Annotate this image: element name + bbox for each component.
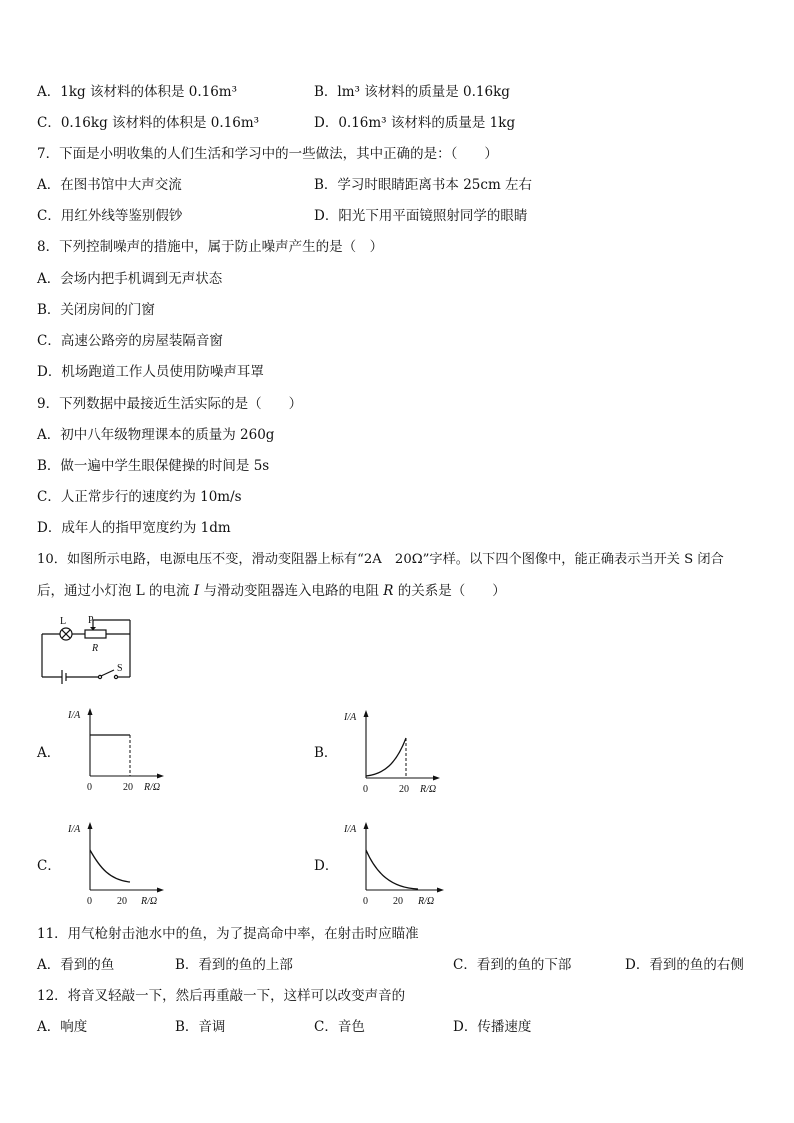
q10-stem-line1: 10．如图所示电路，电源电压不变，滑动变阻器上标有“2A 20Ω”字样。以下四个图像中，能正确表示当开关 S 闭合 bbox=[37, 552, 724, 567]
q6-option-a: A．1kg 该材料的体积是 0.16m³ bbox=[37, 84, 238, 100]
graph-d-xlabel: R/Ω bbox=[418, 896, 435, 907]
q12-stem: 12．将音叉轻敲一下，然后再重敲一下，这样可以改变声音的 bbox=[37, 988, 406, 1004]
q10-option-b-label: B． bbox=[314, 745, 338, 761]
resistor-label: R bbox=[92, 643, 99, 654]
q9-option-a: A．初中八年级物理课本的质量为 260g bbox=[37, 427, 275, 443]
graph-d bbox=[336, 818, 456, 914]
q9-option-b: B．做一遍中学生眼保健操的时间是 5s bbox=[37, 458, 270, 474]
graph-a-xlabel: R/Ω bbox=[144, 782, 161, 793]
graph-d-curve bbox=[366, 850, 418, 889]
q11-stem: 11．用气枪射击池水中的鱼，为了提高命中率，在射击时应瞄准 bbox=[37, 926, 419, 942]
graph-b-curve bbox=[366, 738, 406, 776]
q12-option-a: A．响度 bbox=[37, 1019, 88, 1035]
graph-b-tick-20: 20 bbox=[399, 784, 409, 795]
q8-option-b: B．关闭房间的门窗 bbox=[37, 302, 155, 318]
q11-option-b: B．看到的鱼的上部 bbox=[175, 957, 293, 973]
q9-option-d: D．成年人的指甲宽度约为 1dm bbox=[37, 520, 231, 536]
graph-c-curve bbox=[90, 850, 130, 882]
q10-stem-text-b: 与滑动变阻器连入电路的电阻 bbox=[199, 583, 384, 599]
q11-option-d: D．看到的鱼的右侧 bbox=[625, 957, 744, 973]
resistor-icon bbox=[85, 630, 106, 638]
q10-symbol-i: I bbox=[193, 583, 200, 599]
q8-option-a: A．会场内把手机调到无声状态 bbox=[37, 271, 223, 287]
q9-option-c: C．人正常步行的速度约为 10m/s bbox=[37, 489, 242, 505]
q7-option-d: D．阳光下用平面镜照射同学的眼睛 bbox=[314, 208, 528, 224]
graph-a-tick-20: 20 bbox=[123, 782, 133, 793]
circuit-diagram bbox=[38, 614, 138, 686]
graph-c bbox=[60, 818, 180, 914]
q7-option-c: C．用红外线等鉴别假钞 bbox=[37, 208, 183, 224]
q6-option-d: D．0.16m³ 该材料的质量是 1kg bbox=[314, 115, 516, 131]
q10-symbol-r: R bbox=[383, 583, 394, 599]
q12-option-b: B．音调 bbox=[175, 1019, 226, 1035]
q10-option-d-label: D． bbox=[314, 858, 339, 874]
graph-b-tick-0: 0 bbox=[363, 784, 368, 795]
q9-stem: 9．下列数据中最接近生活实际的是（ ） bbox=[37, 396, 303, 412]
q10-stem-text-c: 的关系是（ ） bbox=[393, 583, 506, 599]
q6-option-c: C．0.16kg 该材料的体积是 0.16m³ bbox=[37, 115, 260, 131]
q7-option-b: B．学习时眼睛距离书本 25cm 左右 bbox=[314, 177, 533, 193]
q10-option-a-label: A． bbox=[37, 745, 61, 761]
q12-option-d: D．传播速度 bbox=[453, 1019, 532, 1035]
q11-option-a: A．看到的鱼 bbox=[37, 957, 115, 973]
graph-c-xlabel: R/Ω bbox=[141, 896, 158, 907]
graph-d-tick-20: 20 bbox=[393, 896, 403, 907]
q8-stem: 8．下列控制噪声的措施中，属于防止噪声产生的是（ ） bbox=[37, 239, 384, 255]
slider-label: P bbox=[88, 615, 94, 626]
graph-b bbox=[336, 706, 456, 802]
graph-d-tick-0: 0 bbox=[363, 896, 368, 907]
q10-option-c-label: C． bbox=[37, 858, 61, 874]
graph-c-tick-0: 0 bbox=[87, 896, 92, 907]
q10-stem-text-a: 后，通过小灯泡 L 的电流 bbox=[37, 583, 194, 599]
graph-b-ylabel: I/A bbox=[344, 712, 357, 723]
graph-a-tick-0: 0 bbox=[87, 782, 92, 793]
graph-d-ylabel: I/A bbox=[344, 824, 357, 835]
graph-a-ylabel: I/A bbox=[68, 710, 81, 721]
graph-b-xlabel: R/Ω bbox=[420, 784, 437, 795]
switch-icon bbox=[101, 670, 114, 676]
q7-stem: 7．下面是小明收集的人们生活和学习中的一些做法，其中正确的是：（ ） bbox=[37, 146, 498, 162]
graph-a bbox=[60, 704, 180, 800]
q11-option-c: C．看到的鱼的下部 bbox=[453, 957, 572, 973]
switch-label: S bbox=[117, 663, 123, 674]
q12-option-c: C．音色 bbox=[314, 1019, 365, 1035]
q10-stem-line2 bbox=[37, 582, 506, 600]
graph-c-tick-20: 20 bbox=[117, 896, 127, 907]
q7-option-a: A．在图书馆中大声交流 bbox=[37, 177, 182, 193]
graph-c-ylabel: I/A bbox=[68, 824, 81, 835]
q8-option-d: D．机场跑道工作人员使用防噪声耳罩 bbox=[37, 364, 264, 380]
q8-option-c: C．高速公路旁的房屋装隔音窗 bbox=[37, 333, 223, 349]
lamp-label: L bbox=[60, 616, 67, 627]
q6-option-b: B．lm³ 该材料的质量是 0.16kg bbox=[314, 84, 510, 100]
